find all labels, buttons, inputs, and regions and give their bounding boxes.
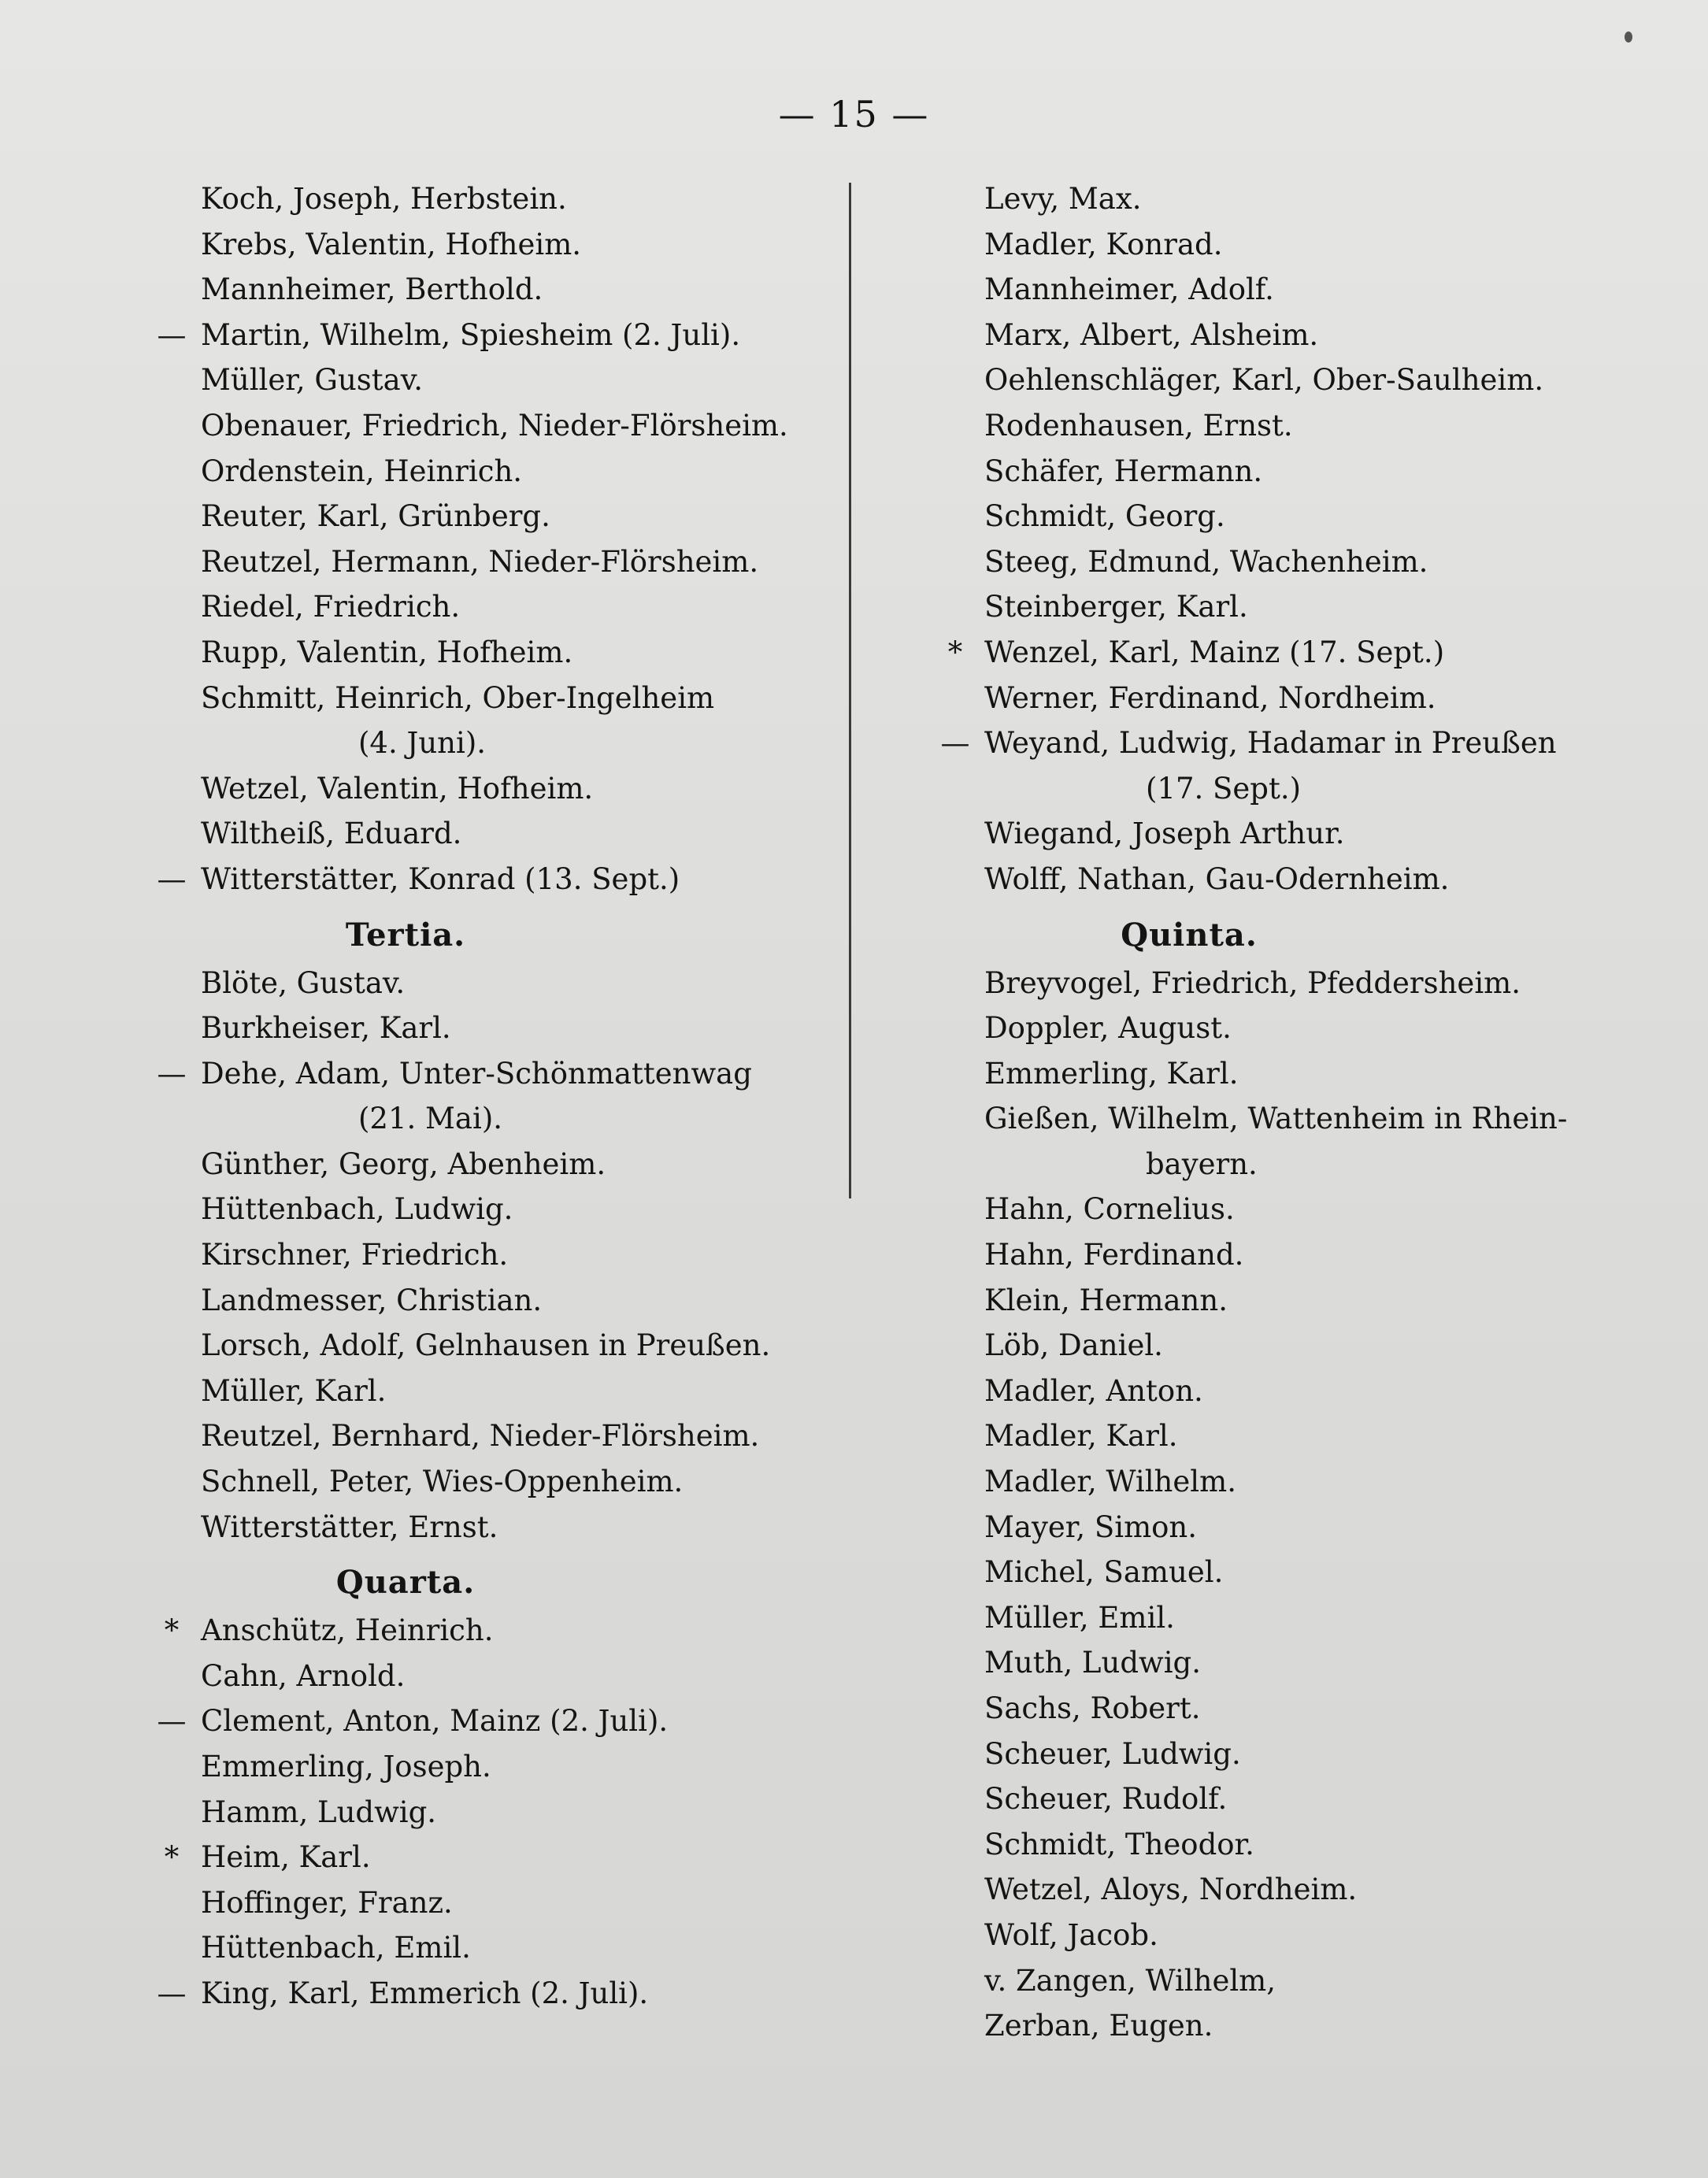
list-item — [201, 1880, 878, 1926]
entry-text: Koch, Joseph, Herbstein. — [201, 182, 567, 216]
entry-text: Mannheimer, Berthold. — [201, 272, 543, 307]
dash-marker: — — [157, 861, 187, 896]
entry-text: Witterstätter, Konrad (13. Sept.) — [201, 861, 680, 896]
entry-text: Reuter, Karl, Grünberg. — [201, 499, 550, 534]
entry-text: Dehe, Adam, Unter-Schönmattenwag — [201, 1056, 752, 1091]
entry-text: Müller, Gustav. — [201, 363, 423, 398]
entry-text: Burkheiser, Karl. — [201, 1011, 451, 1046]
list-item — [201, 1369, 878, 1414]
entry-text: (4. Juni). — [358, 726, 487, 761]
list-item — [984, 267, 1662, 313]
entry-text: Wolff, Nathan, Gau-Odernheim. — [984, 861, 1450, 896]
list-item — [984, 857, 1662, 902]
list-item — [984, 313, 1662, 358]
section-heading-quinta: Quinta. — [1121, 916, 1258, 954]
section-heading-quarta: Quarta. — [335, 1564, 476, 1602]
list-item — [157, 857, 878, 902]
list-item — [984, 1051, 1662, 1097]
entry-text: Sachs, Robert. — [984, 1691, 1201, 1725]
list-item — [984, 1732, 1662, 1777]
list-item — [984, 1595, 1662, 1641]
entry-text: Schmidt, Theodor. — [984, 1827, 1254, 1861]
entry-text: Madler, Konrad. — [984, 227, 1223, 261]
entry-text: Landmesser, Christian. — [201, 1283, 543, 1317]
list-item — [984, 1187, 1662, 1232]
list-item — [201, 1232, 878, 1278]
list-item — [201, 1654, 878, 1699]
name-list — [984, 961, 1662, 2049]
list-item — [984, 584, 1662, 630]
list-item — [984, 676, 1662, 721]
entry-text: Ordenstein, Heinrich. — [201, 454, 523, 488]
entry-text: Scheuer, Ludwig. — [984, 1736, 1241, 1771]
entry-text: Wiltheiß, Eduard. — [201, 817, 462, 851]
page-number: — 15 — — [778, 93, 930, 135]
list-item — [984, 222, 1662, 268]
list-item — [201, 1505, 878, 1550]
entry-text: Hamm, Ludwig. — [201, 1795, 437, 1829]
list-item — [201, 494, 878, 539]
entry-text: Klein, Hermann. — [984, 1283, 1228, 1317]
entry-text: Gießen, Wilhelm, Wattenheim in Rhein- — [984, 1102, 1568, 1136]
entry-text: Cahn, Arnold. — [201, 1658, 406, 1693]
entry-text: Blöte, Gustav. — [201, 965, 406, 1000]
entry-text: Wenzel, Karl, Mainz (17. Sept.) — [984, 635, 1445, 669]
dash-marker: — — [940, 726, 970, 761]
entry-text: Breyvogel, Friedrich, Pfeddersheim. — [984, 965, 1521, 1000]
entry-text: Wetzel, Valentin, Hofheim. — [201, 771, 594, 806]
entry-text: Madler, Karl. — [984, 1419, 1178, 1454]
entry-text: Madler, Wilhelm. — [984, 1465, 1236, 1499]
entry-text: Steeg, Edmund, Wachenheim. — [984, 544, 1428, 579]
list-item — [201, 1744, 878, 1790]
list-item — [984, 1550, 1662, 1595]
entry-text: Emmerling, Karl. — [984, 1056, 1239, 1091]
entry-text: Scheuer, Rudolf. — [984, 1782, 1228, 1817]
list-item — [201, 1323, 878, 1369]
entry-text: Anschütz, Heinrich. — [201, 1613, 494, 1648]
list-item — [984, 494, 1662, 539]
entry-text: Günther, Georg, Abenheim. — [201, 1146, 606, 1181]
entry-text: Obenauer, Friedrich, Nieder-Flörsheim. — [201, 408, 788, 443]
list-item — [984, 1006, 1662, 1051]
entry-text: Riedel, Friedrich. — [201, 590, 461, 624]
entry-text: Marx, Albert, Alsheim. — [984, 317, 1319, 352]
list-item — [157, 1971, 878, 2017]
ink-speck — [1625, 31, 1632, 43]
list-item — [984, 1323, 1662, 1369]
list-item — [984, 403, 1662, 449]
entry-text: King, Karl, Emmerich (2. Juli). — [201, 1976, 649, 2010]
list-item — [157, 313, 878, 358]
entry-text: Oehlenschläger, Karl, Ober-Saulheim. — [984, 363, 1544, 398]
list-item — [201, 222, 878, 268]
list-item — [201, 630, 878, 676]
dash-marker: — — [157, 1056, 187, 1091]
asterisk-marker: * — [947, 635, 963, 669]
name-list — [157, 961, 878, 1550]
list-item — [201, 1459, 878, 1505]
list-item — [984, 2003, 1662, 2049]
entry-text: Doppler, August. — [984, 1011, 1232, 1046]
list-item — [984, 1459, 1662, 1505]
list-item — [984, 1505, 1662, 1550]
entry-text: Levy, Max. — [984, 182, 1142, 216]
list-item — [201, 961, 878, 1006]
entry-text: Mannheimer, Adolf. — [984, 272, 1274, 307]
list-item — [940, 720, 1662, 766]
entry-text: Hahn, Ferdinand. — [984, 1238, 1244, 1272]
list-item — [201, 449, 878, 494]
entry-text: Muth, Ludwig. — [984, 1646, 1201, 1680]
entry-text: Kirschner, Friedrich. — [201, 1238, 509, 1272]
list-item — [984, 539, 1662, 585]
list-item — [984, 1776, 1662, 1822]
asterisk-marker: * — [164, 1840, 180, 1875]
dash-marker: — — [157, 1704, 187, 1739]
list-item — [984, 1913, 1662, 1958]
entry-text: Heim, Karl. — [201, 1840, 371, 1875]
list-item — [984, 811, 1662, 857]
list-item — [201, 176, 878, 222]
entry-text: Reutzel, Hermann, Nieder-Flörsheim. — [201, 544, 759, 579]
list-item — [947, 630, 1662, 676]
entry-text: Reutzel, Bernhard, Nieder-Flörsheim. — [201, 1419, 760, 1454]
list-item — [984, 1640, 1662, 1686]
section-heading-tertia: Tertia. — [345, 916, 466, 954]
entry-text: Martin, Wilhelm, Spiesheim (2. Juli). — [201, 317, 741, 352]
entry-text: Michel, Samuel. — [984, 1555, 1224, 1590]
entry-text: Schmidt, Georg. — [984, 499, 1225, 534]
list-item — [201, 1925, 878, 1971]
entry-text: Weyand, Ludwig, Hadamar in Preußen — [984, 726, 1557, 761]
list-item — [984, 449, 1662, 494]
entry-text: Rupp, Valentin, Hofheim. — [201, 635, 573, 669]
list-item — [157, 1051, 878, 1097]
list-item — [201, 1413, 878, 1459]
list-item — [984, 1369, 1662, 1414]
list-item — [201, 766, 878, 812]
entry-text: Hüttenbach, Emil. — [201, 1931, 471, 1965]
right-column — [940, 176, 1662, 2049]
list-item — [984, 357, 1662, 403]
entry-text: Wiegand, Joseph Arthur. — [984, 817, 1345, 851]
name-list — [157, 176, 878, 902]
entry-text: Löb, Daniel. — [984, 1328, 1163, 1363]
entry-text: Rodenhausen, Ernst. — [984, 408, 1293, 443]
list-item — [984, 1686, 1662, 1732]
entry-text: Müller, Emil. — [984, 1600, 1175, 1635]
list-item — [157, 1698, 878, 1744]
list-item — [984, 176, 1662, 222]
entry-continuation — [984, 1142, 1662, 1187]
list-item — [984, 1867, 1662, 1913]
entry-text: Hüttenbach, Ludwig. — [201, 1192, 513, 1227]
dash-marker: — — [157, 317, 187, 352]
list-item — [201, 403, 878, 449]
list-item — [201, 539, 878, 585]
entry-continuation — [201, 720, 878, 766]
entry-text: Schnell, Peter, Wies-Oppenheim. — [201, 1465, 684, 1499]
entry-text: Emmerling, Joseph. — [201, 1750, 491, 1784]
entry-text: Krebs, Valentin, Hofheim. — [201, 227, 582, 261]
list-item — [201, 1790, 878, 1835]
list-item — [984, 1958, 1662, 2004]
entry-text: Steinberger, Karl. — [984, 590, 1248, 624]
entry-text: bayern. — [1146, 1146, 1258, 1181]
list-item — [984, 1232, 1662, 1278]
entry-continuation — [201, 1096, 878, 1142]
entry-text: Werner, Ferdinand, Nordheim. — [984, 680, 1436, 715]
entry-text: (17. Sept.) — [1146, 771, 1302, 806]
list-item — [164, 1835, 878, 1880]
entry-text: Hoffinger, Franz. — [201, 1885, 453, 1920]
entry-text: Madler, Anton. — [984, 1373, 1203, 1408]
entry-text: Müller, Karl. — [201, 1373, 387, 1408]
entry-continuation — [984, 766, 1662, 812]
name-list — [940, 176, 1662, 902]
entry-text: Schäfer, Hermann. — [984, 454, 1263, 488]
list-item — [201, 1142, 878, 1187]
name-list — [157, 1608, 878, 2016]
left-column — [157, 176, 878, 2017]
entry-text: Lorsch, Adolf, Gelnhausen in Preußen. — [201, 1328, 771, 1363]
entry-text: v. Zangen, Wilhelm, — [984, 1963, 1276, 1998]
list-item — [201, 1006, 878, 1051]
list-item — [201, 1187, 878, 1232]
entry-text: (21. Mai). — [358, 1102, 503, 1136]
entry-text: Witterstätter, Ernst. — [201, 1509, 498, 1544]
entry-text: Clement, Anton, Mainz (2. Juli). — [201, 1704, 669, 1739]
list-item — [201, 811, 878, 857]
dash-marker: — — [157, 1976, 187, 2010]
list-item — [201, 1278, 878, 1324]
asterisk-marker: * — [164, 1613, 180, 1648]
entry-text: Schmitt, Heinrich, Ober-Ingelheim — [201, 680, 715, 715]
list-item — [984, 1278, 1662, 1324]
list-item — [984, 961, 1662, 1006]
list-item — [201, 357, 878, 403]
list-item — [164, 1608, 878, 1654]
list-item — [984, 1822, 1662, 1868]
list-item — [201, 584, 878, 630]
list-item — [984, 1413, 1662, 1459]
entry-text: Wolf, Jacob. — [984, 1917, 1158, 1952]
list-item — [201, 267, 878, 313]
list-item — [201, 676, 878, 721]
entry-text: Wetzel, Aloys, Nordheim. — [984, 1872, 1358, 1907]
list-item — [984, 1096, 1662, 1142]
entry-text: Hahn, Cornelius. — [984, 1192, 1235, 1227]
entry-text: Zerban, Eugen. — [984, 2009, 1213, 2043]
entry-text: Mayer, Simon. — [984, 1509, 1198, 1544]
